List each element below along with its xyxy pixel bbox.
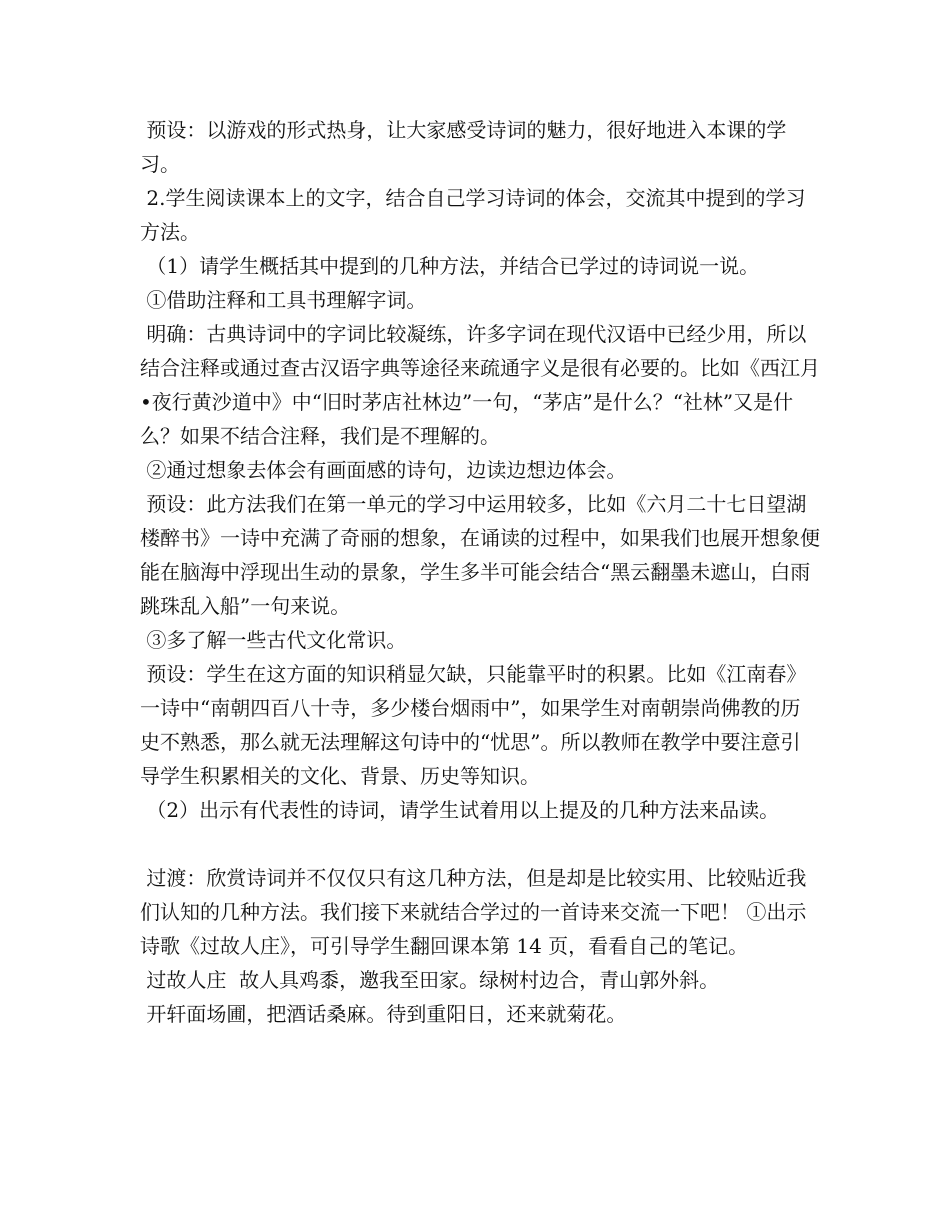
paragraph-method-3: ③多了解一些古代文化常识。 bbox=[140, 628, 407, 652]
paragraph-transition: 过渡：欣赏诗词并不仅仅只有这几种方法，但是却是比较实用、比较贴近我们认知的几种方法。我们接下来就结合学过的一首诗来交流一下吧！ ①出示诗歌《过故人庄》，可引导学生翻回课本第 14 页，看看自己的笔记。 bbox=[140, 866, 807, 958]
paragraph-preset-imagination: 预设：此方法我们在第一单元的学习中运用较多，比如《六月二十七日望湖楼醉书》一诗中充满了奇丽的想象，在诵读的过程中，如果我们也展开想象便能在脑海中浮现出生动的景象，学生多半可能会结合“黑云翻墨未遮山，白雨跳珠乱入船”一句来说。 bbox=[140, 492, 820, 618]
paragraph-clarification: 明确：古典诗词中的字词比较凝练，许多字词在现代汉语中已经少用，所以结合注释或通过查古汉语字典等途径来疏通字义是很有必要的。比如《西江月•夜行黄沙道中》中“旧时茅店社林边”一句，“茅店”是什么？“社林”又是什么？如果不结合注释，我们是不理解的。 bbox=[140, 322, 820, 448]
paragraph-method-2: ②通过想象去体会有画面感的诗句，边读边想边体会。 bbox=[140, 458, 627, 482]
paragraph-step-2-reading: 2.学生阅读课本上的文字，结合自己学习诗词的体会，交流其中提到的学习方法。 bbox=[140, 186, 806, 244]
paragraph-task-1-methods: （1）请学生概括其中提到的几种方法，并结合已学过的诗词说一说。 bbox=[140, 254, 760, 278]
paragraph-task-2-poems: （2）出示有代表性的诗词，请学生试着用以上提及的几种方法来品读。 bbox=[140, 798, 780, 822]
paragraph-spacer bbox=[140, 827, 820, 861]
paragraph-preset-culture: 预设：学生在这方面的知识稍显欠缺，只能靠平时的积累。比如《江南春》一诗中“南朝四百八十寺，多少楼台烟雨中”，如果学生对南朝崇尚佛教的历史不熟悉，那么就无法理解这句诗中的“忧思”。所以教师在教学中要注意引导学生积累相关的文化、背景、历史等知识。 bbox=[140, 662, 807, 788]
poem-line-1: 过故人庄 故人具鸡黍，邀我至田家。绿树村边合，青山郭外斜。 bbox=[140, 968, 720, 992]
document-body bbox=[140, 113, 820, 1031]
paragraph-method-1: ①借助注释和工具书理解字词。 bbox=[140, 288, 427, 312]
poem-line-2: 开轩面场圃，把酒话桑麻。待到重阳日，还来就菊花。 bbox=[140, 1002, 627, 1026]
paragraph-preset-warmup: 预设：以游戏的形式热身，让大家感受诗词的魅力，很好地进入本课的学习。 bbox=[140, 118, 787, 176]
